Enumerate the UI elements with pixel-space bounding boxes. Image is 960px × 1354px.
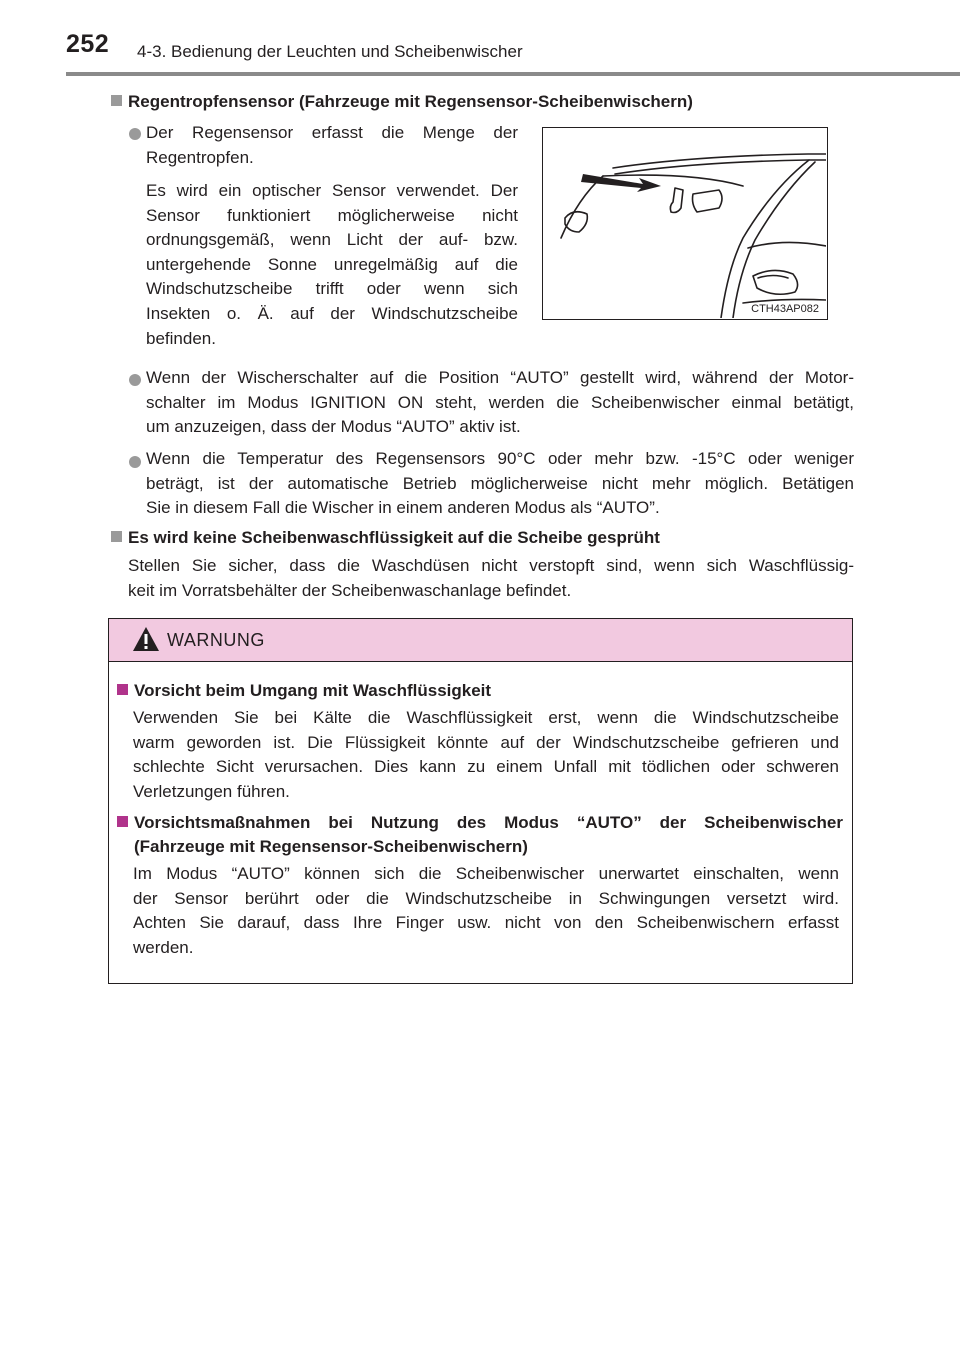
section-heading-rain-sensor: [111, 90, 693, 114]
text-line: Sie in diesem Fall die Wischer in einem anderen Modus als “AUTO”.: [146, 498, 660, 518]
text-line: Verwenden Sie bei Kälte die Waschflüssigkeit erst, wenn die Windschutzscheibe: [133, 708, 839, 727]
text-line: Achten Sie darauf, dass Ihre Finger usw. nicht von den Scheibenwischern erfasst: [133, 913, 839, 933]
warning-triangle-icon: [131, 625, 161, 653]
bullet-auto-position: [146, 366, 854, 440]
text-line: Es wird ein optischer Sensor verwendet. Der: [146, 181, 518, 200]
warning-item-text: [133, 706, 839, 804]
square-bullet-icon: [111, 531, 122, 542]
warning-title: WARNUNG: [167, 630, 265, 650]
text-line: befinden.: [146, 328, 216, 348]
text-line: Regentropfen.: [146, 147, 254, 167]
warning-item-heading-text: Vorsichtsmaßnahmen bei Nutzung des Modus “AUTO” der Scheibenwischer: [134, 813, 843, 832]
text-line: keit im Vorratsbehälter der Scheibenwaschanlage befindet.: [128, 580, 572, 600]
text-line: ordnungsgemäß, wenn Licht der auf- bzw.: [146, 230, 518, 250]
section-heading-washer-fluid: [111, 526, 660, 550]
bullet-temperature: [146, 447, 854, 521]
arrow-icon: [581, 174, 661, 192]
warning-item-heading-text: Vorsicht beim Umgang mit Waschflüssigkeit: [134, 681, 492, 700]
text-line: der Sensor berührt oder die Windschutzscheibe in Schwingungen versetzt wird.: [133, 888, 839, 908]
text-line: Stellen Sie sicher, dass die Waschdüsen nicht verstopft sind, wenn sich Waschflüssig-: [128, 556, 854, 575]
text-line: Der Regensensor erfasst die Menge der: [146, 123, 518, 142]
text-line: Insekten o. Ä. auf der Windschutzscheibe: [146, 303, 518, 323]
figure-code: CTH43AP082: [751, 303, 819, 315]
text-line: schalter im Modus IGNITION ON steht, werden die Scheibenwischer einmal betätigt,: [146, 392, 854, 412]
bullet-dot-icon: [129, 374, 141, 386]
square-bullet-icon: [117, 684, 128, 695]
section-heading-text: Regentropfensensor (Fahrzeuge mit Regensensor-Scheibenwischern): [128, 92, 693, 111]
warning-item-heading: [117, 811, 843, 859]
windshield-sensor-figure: [542, 127, 828, 320]
paragraph-optical-sensor: [146, 179, 518, 351]
square-bullet-icon: [117, 816, 128, 827]
text-line: Windschutzscheibe trifft oder wenn sich: [146, 279, 518, 299]
text-line: untergehende Sonne unregelmäßig auf die: [146, 254, 518, 274]
page-number: 252: [66, 30, 110, 58]
square-bullet-icon: [111, 95, 122, 106]
chapter-title: 4-3. Bedienung der Leuchten und Scheibenwischer: [137, 42, 523, 61]
text-line: werden.: [133, 937, 194, 957]
text-line: Wenn der Wischerschalter auf die Position “AUTO” gestellt wird, während der Motor-: [146, 368, 854, 387]
bullet-rain-amount: [146, 121, 518, 170]
text-line: schlechte Sicht verursachen. Dies kann zu einem Unfall mit tödlichen oder schweren: [133, 757, 839, 777]
text-line: Im Modus “AUTO” können sich die Scheibenwischer unerwartet einschalten, wenn: [133, 864, 839, 883]
warning-item-heading: [117, 679, 491, 703]
page-header: [0, 0, 960, 80]
warning-header: [109, 619, 852, 662]
windshield-illustration: [543, 128, 826, 318]
warning-box: [108, 618, 853, 984]
warning-item-heading-text: (Fahrzeuge mit Regensensor-Scheibenwischern): [134, 837, 528, 856]
warning-item-text: [133, 862, 839, 960]
text-line: Wenn die Temperatur des Regensensors 90°C oder mehr bzw. -15°C oder weniger: [146, 449, 854, 468]
text-line: beträgt, ist der automatische Betrieb möglicherweise nicht mehr möglich. Betätigen: [146, 473, 854, 493]
text-line: um anzuzeigen, dass der Modus “AUTO” aktiv ist.: [146, 417, 521, 437]
text-line: warm geworden ist. Die Flüssigkeit könnte auf der Windschutzscheibe gefrieren und: [133, 732, 839, 752]
text-line: Sensor funktioniert möglicherweise nicht: [146, 205, 518, 225]
header-rule: [66, 72, 960, 76]
bullet-dot-icon: [129, 456, 141, 468]
paragraph-washer-nozzles: [128, 554, 854, 603]
bullet-dot-icon: [129, 128, 141, 140]
section-heading-text: Es wird keine Scheibenwaschflüssigkeit auf die Scheibe gesprüht: [128, 528, 660, 547]
text-line: Verletzungen führen.: [133, 781, 290, 801]
